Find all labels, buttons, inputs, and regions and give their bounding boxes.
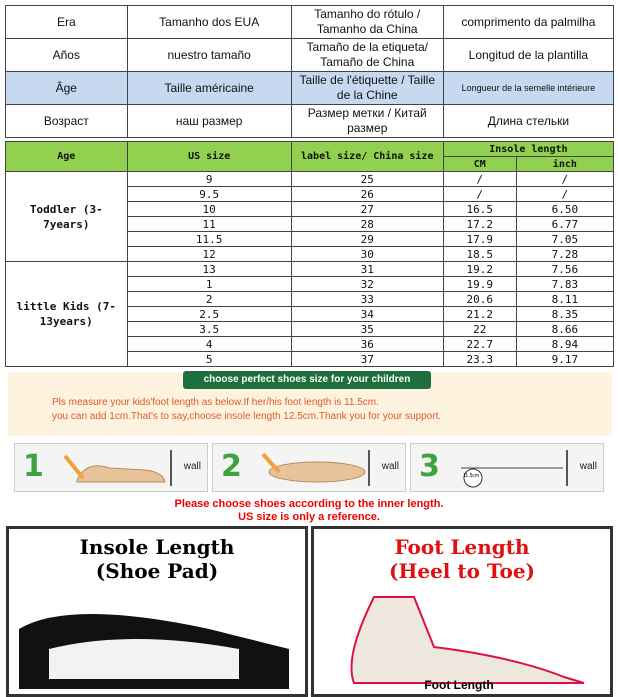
inch-header: inch [516, 157, 613, 172]
pencil-foot-icon [47, 448, 177, 488]
language-cell: Taille de l'étiquette / Taille de la Chine [291, 72, 443, 105]
insole-inch-cell: 7.28 [516, 247, 613, 262]
step-number: 1 [23, 449, 44, 484]
us-size-cell: 2.5 [127, 307, 291, 322]
us-size-cell: 4 [127, 337, 291, 352]
us-size-cell: 1 [127, 277, 291, 292]
us-size-cell: 11 [127, 217, 291, 232]
insole-cm-cell: 18.5 [443, 247, 516, 262]
insole-inch-cell: 7.56 [516, 262, 613, 277]
label-size-header: label size/ China size [291, 142, 443, 172]
language-cell: Años [6, 39, 128, 72]
insole-inch-cell: 8.35 [516, 307, 613, 322]
language-cell: Longueur de la semelle intérieure [443, 72, 613, 105]
insole-cm-cell: 17.9 [443, 232, 516, 247]
insole-inch-cell: 7.83 [516, 277, 613, 292]
insole-length-panel [6, 526, 308, 697]
insole-length-header: Insole length [443, 142, 613, 157]
age-group-label: Toddler (3-7years) [6, 172, 128, 262]
language-row [6, 6, 614, 39]
language-cell: Размер метки / Китай размер [291, 105, 443, 138]
language-cell: comprimento da palmilha [443, 6, 613, 39]
step-number: 3 [419, 449, 440, 484]
us-size-cell: 9 [127, 172, 291, 187]
cm-header: CM [443, 157, 516, 172]
insole-cm-cell: 21.2 [443, 307, 516, 322]
us-size-cell: 2 [127, 292, 291, 307]
insole-subtitle: (Shoe Pad) [95, 559, 219, 583]
measure-step-1 [14, 443, 208, 492]
language-cell: Longitud de la plantilla [443, 39, 613, 72]
notice-line-1: Please choose shoes according to the inner length. [174, 498, 444, 510]
label-size-cell: 29 [291, 232, 443, 247]
language-row [6, 39, 614, 72]
age-header: Age [6, 142, 128, 172]
label-size-cell: 37 [291, 352, 443, 367]
size-row [6, 262, 614, 277]
label-size-cell: 25 [291, 172, 443, 187]
label-size-cell: 32 [291, 277, 443, 292]
insole-inch-cell: / [516, 172, 613, 187]
label-size-cell: 36 [291, 337, 443, 352]
label-size-cell: 31 [291, 262, 443, 277]
ruler-icon [443, 448, 573, 488]
label-size-cell: 30 [291, 247, 443, 262]
us-size-cell: 13 [127, 262, 291, 277]
insole-photo-icon [9, 589, 299, 689]
insole-inch-cell: 7.05 [516, 232, 613, 247]
language-cell: Tamanho do rótulo / Tamanho da China [291, 6, 443, 39]
language-cell: Возраст [6, 105, 128, 138]
label-size-cell: 26 [291, 187, 443, 202]
us-size-cell: 10 [127, 202, 291, 217]
insole-cm-cell: / [443, 172, 516, 187]
language-size-header-table [5, 5, 614, 138]
measure-step-2 [212, 443, 406, 492]
insole-inch-cell: 8.94 [516, 337, 613, 352]
insole-inch-cell: 8.66 [516, 322, 613, 337]
insole-cm-cell: 19.2 [443, 262, 516, 277]
us-size-cell: 12 [127, 247, 291, 262]
language-cell: Длина стельки [443, 105, 613, 138]
insole-cm-cell: 16.5 [443, 202, 516, 217]
language-cell: nuestro tamaño [127, 39, 291, 72]
insole-cm-cell: 20.6 [443, 292, 516, 307]
insole-cm-cell: 19.9 [443, 277, 516, 292]
foot-length-panel [311, 526, 613, 697]
language-row [6, 72, 614, 105]
age-group-label: little Kids (7-13years) [6, 262, 128, 367]
banner-line-2: you can add 1cm.That's to say,choose insole length 12.5cm.Thank you for your support. [52, 411, 442, 422]
us-size-cell: 11.5 [127, 232, 291, 247]
us-size-header: US size [127, 142, 291, 172]
language-cell: наш размер [127, 105, 291, 138]
insole-cm-cell: 17.2 [443, 217, 516, 232]
wall-label: wall [183, 461, 201, 472]
size-chart-table [5, 141, 614, 367]
insole-cm-cell: 23.3 [443, 352, 516, 367]
insole-title: Insole Length [79, 535, 235, 559]
ruler-label: 11.5cm [463, 473, 480, 479]
language-cell: Tamaño de la etiqueta/ Tamaño de China [291, 39, 443, 72]
banner-line-1: Pls measure your kids'foot length as below.If her/his foot length is 11.5cm. [52, 397, 379, 408]
insole-cm-cell: / [443, 187, 516, 202]
measure-step-3 [410, 443, 604, 492]
language-cell: Era [6, 6, 128, 39]
insole-cm-cell: 22 [443, 322, 516, 337]
foot-outline-icon [245, 448, 375, 488]
label-size-cell: 35 [291, 322, 443, 337]
insole-inch-cell: 6.77 [516, 217, 613, 232]
language-cell: Âge [6, 72, 128, 105]
step-number: 2 [221, 449, 242, 484]
label-size-cell: 28 [291, 217, 443, 232]
size-row [6, 172, 614, 187]
label-size-cell: 33 [291, 292, 443, 307]
label-size-cell: 34 [291, 307, 443, 322]
banner-text [52, 396, 592, 424]
foot-title: Foot Length [394, 535, 530, 559]
us-size-cell: 9.5 [127, 187, 291, 202]
foot-subtitle: (Heel to Toe) [388, 559, 536, 583]
language-cell: Taille américaine [127, 72, 291, 105]
us-size-cell: 3.5 [127, 322, 291, 337]
wall-label: wall [579, 461, 597, 472]
language-row [6, 105, 614, 138]
insole-inch-cell: / [516, 187, 613, 202]
insole-inch-cell: 6.50 [516, 202, 613, 217]
us-size-cell: 5 [127, 352, 291, 367]
notice-line-2: US size is only a reference. [238, 511, 380, 523]
language-cell: Tamanho dos EUA [127, 6, 291, 39]
insole-inch-cell: 9.17 [516, 352, 613, 367]
insole-inch-cell: 8.11 [516, 292, 613, 307]
label-size-cell: 27 [291, 202, 443, 217]
insole-cm-cell: 22.7 [443, 337, 516, 352]
foot-length-caption: Foot Length [424, 678, 494, 692]
banner-title: choose perfect shoes size for your children [183, 371, 431, 389]
measure-instructions-banner [8, 372, 612, 436]
wall-label: wall [381, 461, 399, 472]
foot-profile-icon [314, 587, 604, 687]
